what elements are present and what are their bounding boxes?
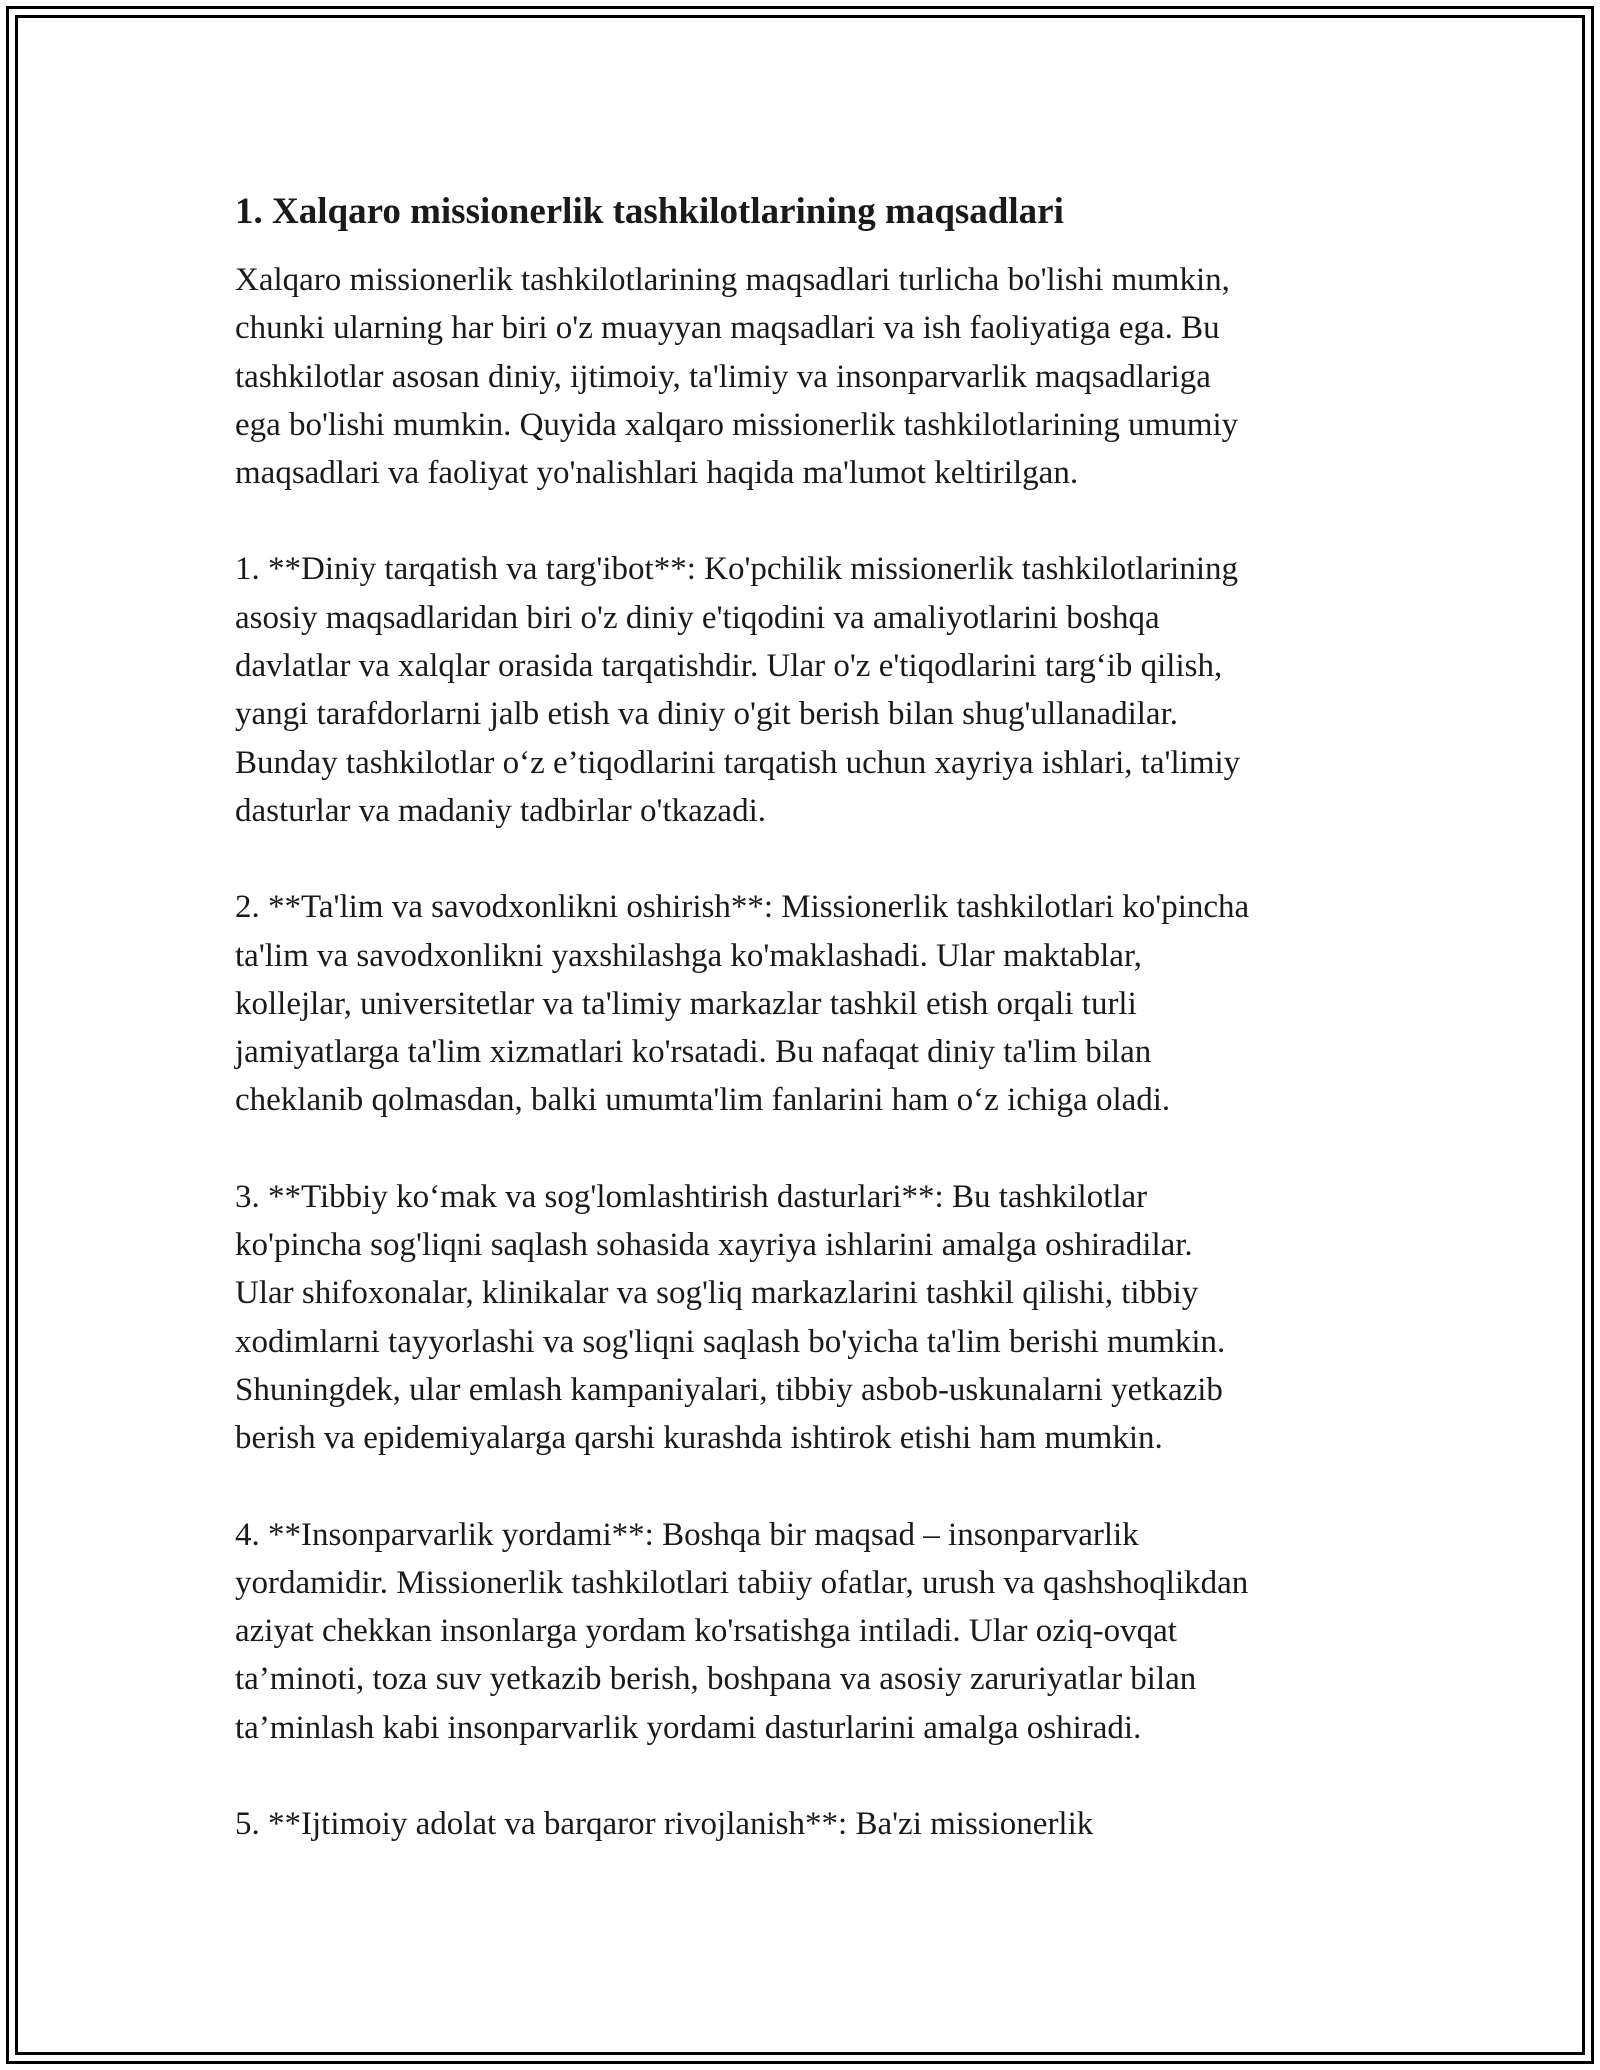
- paragraph: [235, 545, 1375, 835]
- paragraph-line: ta’minoti, toza suv yetkazib berish, boshpana va asosiy zaruriyatlar bilan: [235, 1661, 1197, 1698]
- paragraph: [235, 1511, 1375, 1752]
- paragraph-line: ta'lim va savodxonlikni yaxshilashga ko'maklashadi. Ular maktablar,: [235, 937, 1142, 974]
- paragraph-line: aziyat chekkan insonlarga yordam ko'rsatishga intiladi. Ular oziq-ovqat: [235, 1613, 1177, 1650]
- paragraph-line: cheklanib qolmasdan, balki umumta'lim fanlarini ham o‘z ichiga oladi.: [235, 1082, 1171, 1119]
- paragraph-line: asosiy maqsadlaridan biri o'z diniy e'tiqodini va amaliyotlarini boshqa: [235, 599, 1160, 636]
- document-body: [235, 256, 1375, 1848]
- paragraph: [235, 1173, 1375, 1463]
- paragraph-line: dasturlar va madaniy tadbirlar o'tkazadi.: [235, 792, 766, 829]
- document-page: [235, 186, 1375, 1896]
- paragraph-line: ta’minlash kabi insonparvarlik yordami dasturlarini amalga oshiradi.: [235, 1709, 1142, 1746]
- paragraph-line: chunki ularning har biri o'z muayyan maqsadlari va ish faoliyatiga ega. Bu: [235, 310, 1220, 347]
- paragraph-line: ko'pincha sog'liqni saqlash sohasida xayriya ishlarini amalga oshiradilar.: [235, 1227, 1193, 1264]
- paragraph: [235, 1800, 1375, 1848]
- paragraph-line: maqsadlari va faoliyat yo'nalishlari haqida ma'lumot keltirilgan.: [235, 455, 1079, 492]
- paragraph-line: yordamidir. Missionerlik tashkilotlari tabiiy ofatlar, urush va qashshoqlikdan: [235, 1564, 1249, 1601]
- paragraph-line: tashkilotlar asosan diniy, ijtimoiy, ta'limiy va insonparvarlik maqsadlariga: [235, 358, 1211, 395]
- paragraph-line: xodimlarni tayyorlashi va sog'liqni saqlash bo'yicha ta'lim berishi mumkin.: [235, 1323, 1226, 1360]
- paragraph-line: Bunday tashkilotlar o‘z e’tiqodlarini tarqatish uchun xayriya ishlari, ta'limiy: [235, 744, 1241, 781]
- document-title: 1. Xalqaro missionerlik tashkilotlarining maqsadlari: [235, 191, 1064, 232]
- paragraph: [235, 883, 1375, 1124]
- paragraph-line: 1. **Diniy tarqatish va targ'ibot**: Ko'pchilik missionerlik tashkilotlarining: [235, 551, 1239, 588]
- paragraph-line: kollejlar, universitetlar va ta'limiy markazlar tashkil etish orqali turli: [235, 985, 1137, 1022]
- paragraph: [235, 256, 1375, 497]
- paragraph-line: ega bo'lishi mumkin. Quyida xalqaro missionerlik tashkilotlarining umumiy: [235, 406, 1239, 443]
- paragraph-line: Xalqaro missionerlik tashkilotlarining maqsadlari turlicha bo'lishi mumkin,: [235, 262, 1230, 298]
- paragraph-line: 5. **Ijtimoiy adolat va barqaror rivojlanish**: Ba'zi missionerlik: [235, 1806, 1094, 1843]
- paragraph-line: yangi tarafdorlarni jalb etish va diniy o'git berish bilan shug'ullanadilar.: [235, 696, 1178, 733]
- paragraph-line: jamiyatlarga ta'lim xizmatlari ko'rsatadi. Bu nafaqat diniy ta'lim bilan: [235, 1034, 1152, 1071]
- paragraph-line: Ular shifoxonalar, klinikalar va sog'liq markazlarini tashkil qilishi, tibbiy: [235, 1275, 1199, 1312]
- paragraph-line: 4. **Insonparvarlik yordami**: Boshqa bir maqsad – insonparvarlik: [235, 1516, 1139, 1553]
- paragraph-line: davlatlar va xalqlar orasida tarqatishdir. Ular o'z e'tiqodlarini targ‘ib qilish,: [235, 648, 1223, 685]
- paragraph-line: 3. **Tibbiy ko‘mak va sog'lomlashtirish dasturlari**: Bu tashkilotlar: [235, 1178, 1148, 1215]
- paragraph-line: Shuningdek, ular emlash kampaniyalari, tibbiy asbob-uskunalarni yetkazib: [235, 1371, 1223, 1408]
- paragraph-line: berish va epidemiyalarga qarshi kurashda ishtirok etishi ham mumkin.: [235, 1420, 1163, 1457]
- paragraph-line: 2. **Ta'lim va savodxonlikni oshirish**: Missionerlik tashkilotlari ko'pincha: [235, 889, 1250, 926]
